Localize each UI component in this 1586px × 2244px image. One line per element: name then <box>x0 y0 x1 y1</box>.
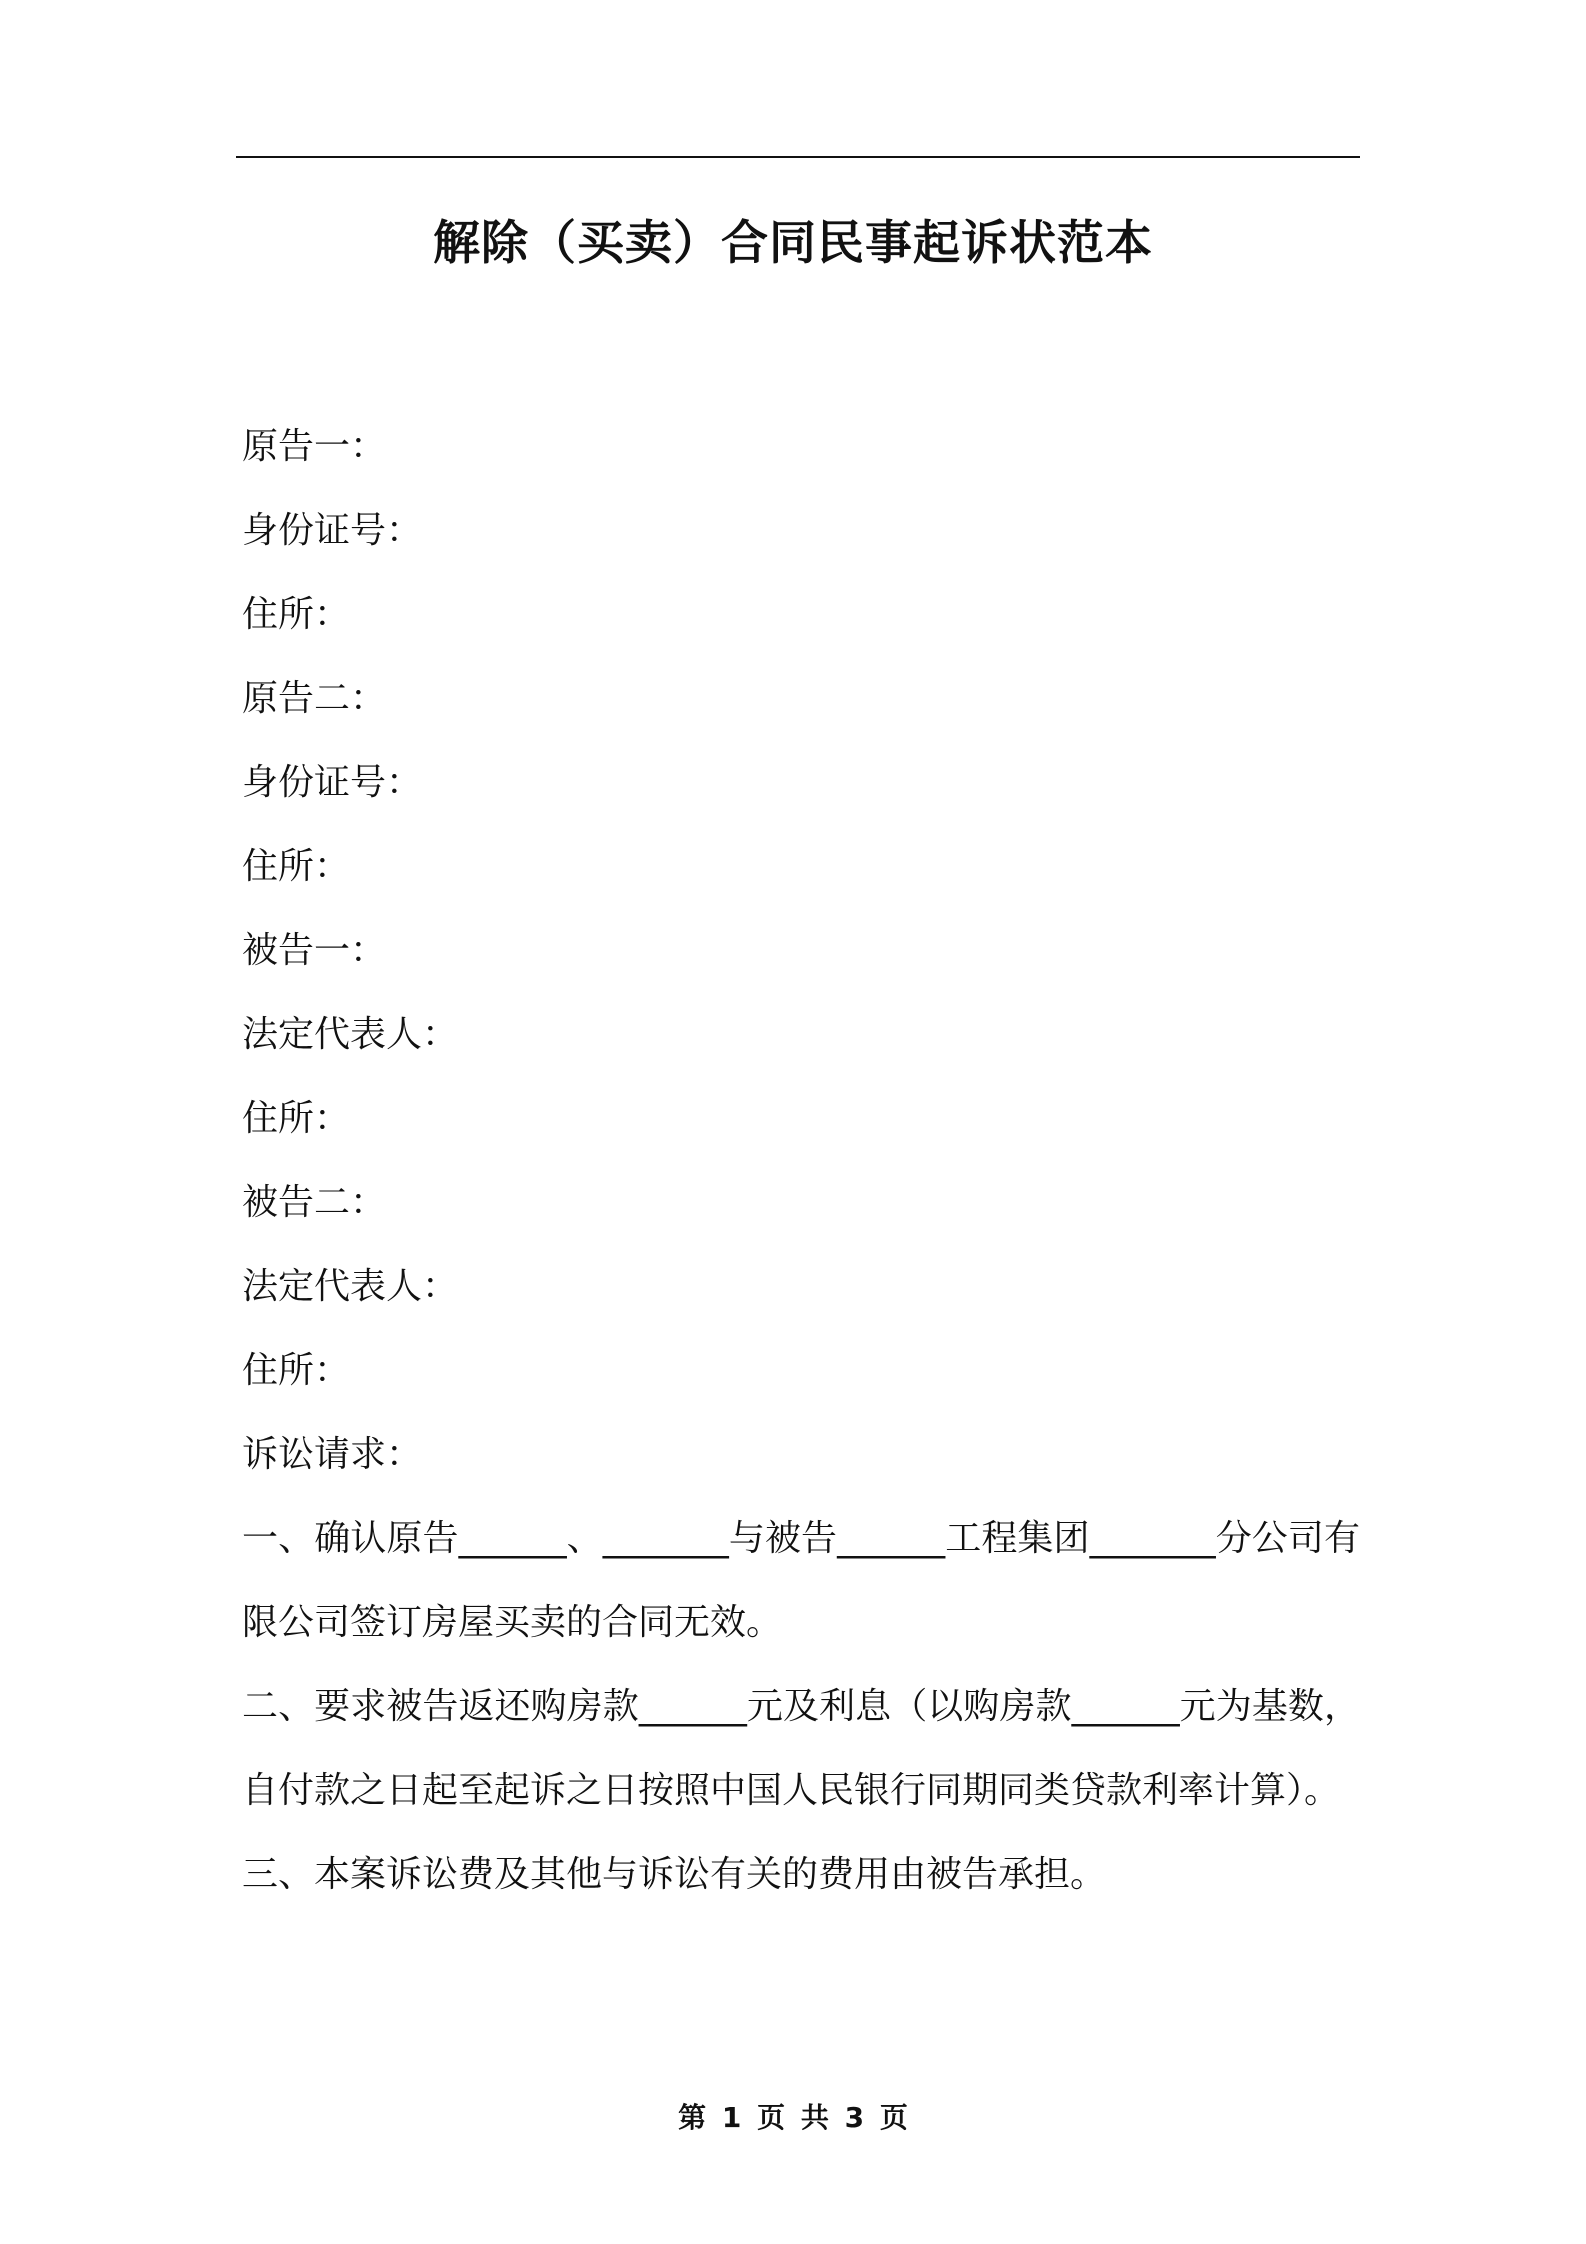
field-legal-rep-1: 法定代表人： <box>242 1014 459 1055</box>
claim-paragraph-1: 一、确认原告______、_______与被告______工程集团_______分公司有限公司签订房屋买卖的合同无效。 <box>242 1518 1360 1643</box>
claim-paragraph-3: 三、本案诉讼费及其他与诉讼有关的费用由被告承担。 <box>242 1854 1107 1895</box>
field-legal-rep-2: 法定代表人： <box>242 1266 459 1307</box>
header-rule <box>236 156 1360 158</box>
claim-paragraph-2: 二、要求被告返还购房款______元及利息（以购房款______元为基数，自付款之日起至起诉之日按照中国人民银行同期同类贷款利率计算）。 <box>242 1686 1360 1811</box>
page-number: 第 1 页 共 3 页 <box>678 2101 908 2134</box>
field-address-3: 住所： <box>242 1098 351 1139</box>
field-address-2: 住所： <box>242 846 351 887</box>
field-defendant-2: 被告二： <box>242 1182 387 1223</box>
field-address-1: 住所： <box>242 594 351 635</box>
field-address-4: 住所： <box>242 1350 351 1391</box>
document-body <box>242 405 1360 1917</box>
field-id-number-2: 身份证号： <box>242 762 423 803</box>
field-plaintiff-1: 原告一： <box>242 426 387 467</box>
field-defendant-1: 被告一： <box>242 930 387 971</box>
document-title: 解除（买卖）合同民事起诉状范本 <box>433 216 1153 271</box>
field-plaintiff-2: 原告二： <box>242 678 387 719</box>
field-id-number-1: 身份证号： <box>242 510 423 551</box>
field-claims-heading: 诉讼请求： <box>242 1434 423 1475</box>
